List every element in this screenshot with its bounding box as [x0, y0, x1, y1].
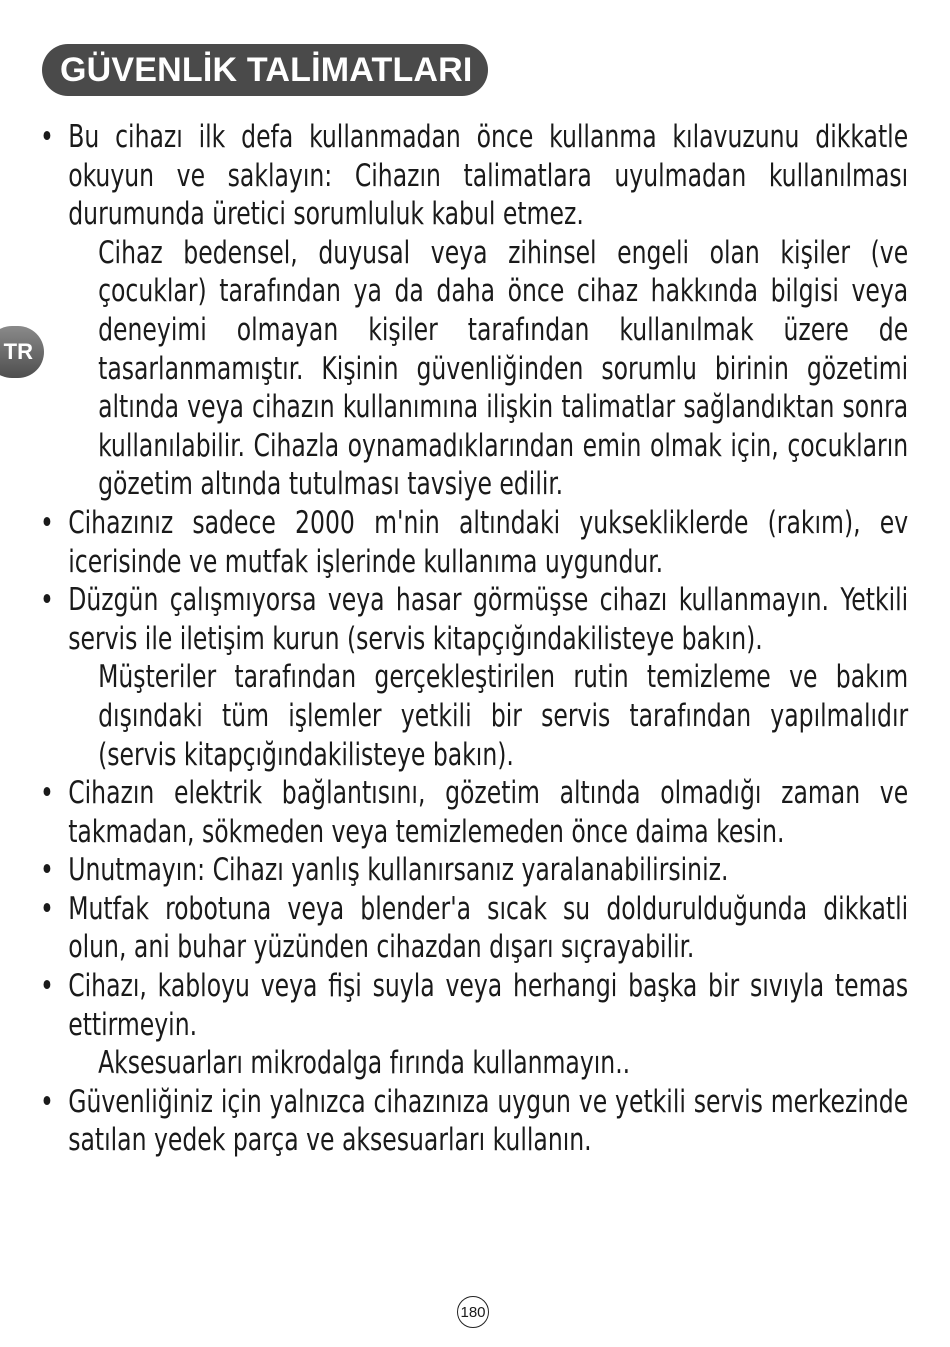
bullet-icon: •: [40, 119, 54, 155]
item-text: Cihazın elektrik bağlantısını, gözetim altında olmadığı zaman ve takmadan, sökmeden veya temizlemeden önce daima kesin.: [68, 775, 909, 850]
item-subparagraph: Cihaz bedensel, duyusal veya zihinsel engeli olan kişiler (ve çocuklar) tarafından ya da daha önce cihaz hakkında bilgisi veya deneyimi olmayan kişiler tarafından kullanılmak üzere de tasarlanmamıştır. Kişinin güvenliğinden sorumlu birinin gözetimi altında veya cihazın kullanımına ilişkin talimatlar sağlandıktan sonra kullanılabilir. Cihazla oynamadıklarından emin olmak için, çocukların gözetim altında tutulması tavsiye edilir.: [98, 234, 909, 503]
bullet-icon: •: [40, 852, 54, 889]
item-text: Cihazı, kabloyu veya fişi suyla veya herhangi başka bir sıvıyla temas ettirmeyin.: [68, 968, 909, 1043]
item-subparagraph: Müşteriler tarafından gerçekleştirilen rutin temizleme ve bakım dışındaki tüm işlemler yetkili bir servis tarafından yapılmalıdır (servis kitapçığındakilisteye bakın).: [98, 659, 909, 773]
bullet-icon: •: [40, 775, 54, 812]
language-tab: [0, 326, 44, 378]
bullet-icon: •: [40, 504, 54, 541]
bullet-icon: •: [40, 582, 54, 619]
page-number-text: 180: [460, 1303, 486, 1321]
bullet-icon: •: [40, 1083, 54, 1120]
safety-item: [40, 967, 908, 1083]
item-text: Unutmayın: Cihazı yanlış kullanırsanız yaralanabilirsiniz.: [68, 852, 729, 889]
item-text: Düzgün çalışmıyorsa veya hasar görmüşse cihazı kullanmayın. Yetkili servis ile iletişim kurun (servis kitapçığındakilisteye bakın).: [68, 582, 909, 657]
safety-item: [40, 118, 908, 504]
page-number: [457, 1296, 489, 1328]
safety-item: [40, 890, 908, 967]
language-tab-label: TR: [3, 339, 33, 364]
bullet-icon: •: [40, 890, 54, 927]
item-subparagraph: Aksesuarları mikrodalga fırında kullanmayın..: [98, 1045, 631, 1082]
safety-item: [40, 504, 908, 581]
item-text: Mutfak robotuna veya blender'a sıcak su doldurulduğunda dikkatli olun, ani buhar yüzünden cihazdan dışarı sıçrayabilir.: [68, 890, 909, 966]
safety-item: [40, 851, 908, 890]
item-text: Güvenliğiniz için yalnızca cihazınıza uygun ve yetkili servis merkezinde satılan yedek parça ve aksesuarları kullanın.: [68, 1083, 909, 1159]
safety-instructions-list: [40, 118, 908, 1160]
section-title-text: GÜVENLİK TALİMATLARI: [60, 50, 473, 89]
safety-item: [40, 581, 908, 774]
safety-item: [40, 774, 908, 851]
item-text: Cihazınız sadece 2000 m'nin altındaki yuksekliklerde (rakım), ev icerisinde ve mutfak işlerinde kullanıma uygundur.: [68, 504, 909, 580]
bullet-icon: •: [40, 968, 54, 1005]
safety-item: [40, 1083, 908, 1160]
section-title: [42, 44, 488, 96]
item-text: Bu cihazı ilk defa kullanmadan önce kullanma kılavuzunu dikkatle okuyun ve saklayın: Cihazın talimatlara uyulmadan kullanılması durumunda üretici sorumluluk kabul etmez.: [68, 119, 909, 233]
